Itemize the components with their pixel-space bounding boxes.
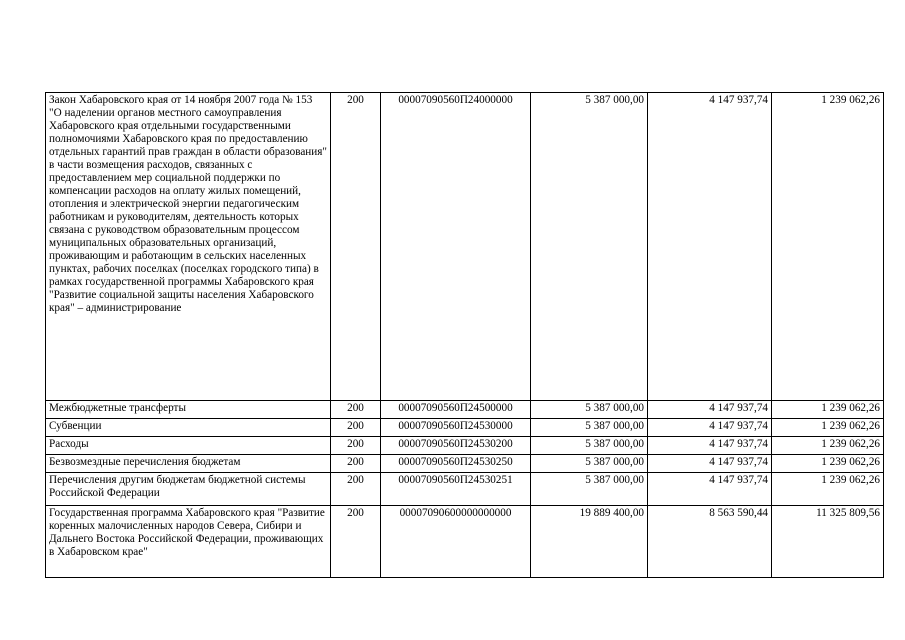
row-approved-cell: 19 889 400,00 — [531, 506, 648, 578]
row-executed-cell: 4 147 937,74 — [648, 93, 772, 401]
row-executed-cell: 4 147 937,74 — [648, 473, 772, 506]
row-remaining-cell: 1 239 062,26 — [772, 455, 884, 473]
row-classifier-cell: 00007090600000000000 — [381, 506, 531, 578]
row-name-cell: Закон Хабаровского края от 14 ноября 2007 года № 153 "О наделении органов местного самоуправления Хабаровского края отдельными государственными полномочиями Хабаровского края по предоставлению отдельных гарантий прав граждан в области образования" в части возмещения расходов, связанных с предоставлением мер социальной поддержки по компенсации расходов на оплату жилых помещений, отопления и электрической энергии педагогическим работникам и руководителям, деятельность которых связана с руководством образовательным процессом муниципальных образовательных организаций, проживающим и работающим в сельских населенных пунктах, рабочих поселках (поселках городского типа) в рамках государственной программы Хабаровского края "Развитие социальной защиты населения Хабаровского края" – администрирование — [46, 93, 331, 401]
row-approved-cell: 5 387 000,00 — [531, 419, 648, 437]
table-row — [46, 419, 884, 437]
row-executed-cell: 4 147 937,74 — [648, 437, 772, 455]
table-row — [46, 437, 884, 455]
row-approved-cell: 5 387 000,00 — [531, 93, 648, 401]
row-executed-cell: 4 147 937,74 — [648, 419, 772, 437]
row-code-cell: 200 — [331, 506, 381, 578]
row-name-cell: Межбюджетные трансферты — [46, 401, 331, 419]
row-classifier-cell: 00007090560П24530250 — [381, 455, 531, 473]
row-code-cell: 200 — [331, 401, 381, 419]
row-code-cell: 200 — [331, 93, 381, 401]
row-code-cell: 200 — [331, 473, 381, 506]
row-remaining-cell: 1 239 062,26 — [772, 473, 884, 506]
row-classifier-cell: 00007090560П24530251 — [381, 473, 531, 506]
row-remaining-cell: 1 239 062,26 — [772, 93, 884, 401]
budget-execution-table — [45, 92, 884, 578]
row-name-cell: Безвозмездные перечисления бюджетам — [46, 455, 331, 473]
table-row — [46, 93, 884, 401]
table-row — [46, 506, 884, 578]
row-name-cell: Перечисления другим бюджетам бюджетной системы Российской Федерации — [46, 473, 331, 506]
row-approved-cell: 5 387 000,00 — [531, 437, 648, 455]
table-row — [46, 473, 884, 506]
row-classifier-cell: 00007090560П24500000 — [381, 401, 531, 419]
row-remaining-cell: 1 239 062,26 — [772, 401, 884, 419]
row-code-cell: 200 — [331, 419, 381, 437]
row-classifier-cell: 00007090560П24530200 — [381, 437, 531, 455]
row-approved-cell: 5 387 000,00 — [531, 455, 648, 473]
row-remaining-cell: 1 239 062,26 — [772, 437, 884, 455]
table-row — [46, 455, 884, 473]
row-executed-cell: 8 563 590,44 — [648, 506, 772, 578]
row-code-cell: 200 — [331, 455, 381, 473]
table-row — [46, 401, 884, 419]
row-classifier-cell: 00007090560П24530000 — [381, 419, 531, 437]
row-executed-cell: 4 147 937,74 — [648, 401, 772, 419]
row-name-cell: Расходы — [46, 437, 331, 455]
row-remaining-cell: 11 325 809,56 — [772, 506, 884, 578]
row-executed-cell: 4 147 937,74 — [648, 455, 772, 473]
row-classifier-cell: 00007090560П24000000 — [381, 93, 531, 401]
row-approved-cell: 5 387 000,00 — [531, 473, 648, 506]
row-remaining-cell: 1 239 062,26 — [772, 419, 884, 437]
row-approved-cell: 5 387 000,00 — [531, 401, 648, 419]
row-code-cell: 200 — [331, 437, 381, 455]
row-name-cell: Государственная программа Хабаровского края "Развитие коренных малочисленных народов Севера, Сибири и Дальнего Востока Российской Федерации, проживающих в Хабаровском крае" — [46, 506, 331, 578]
row-name-cell: Субвенции — [46, 419, 331, 437]
